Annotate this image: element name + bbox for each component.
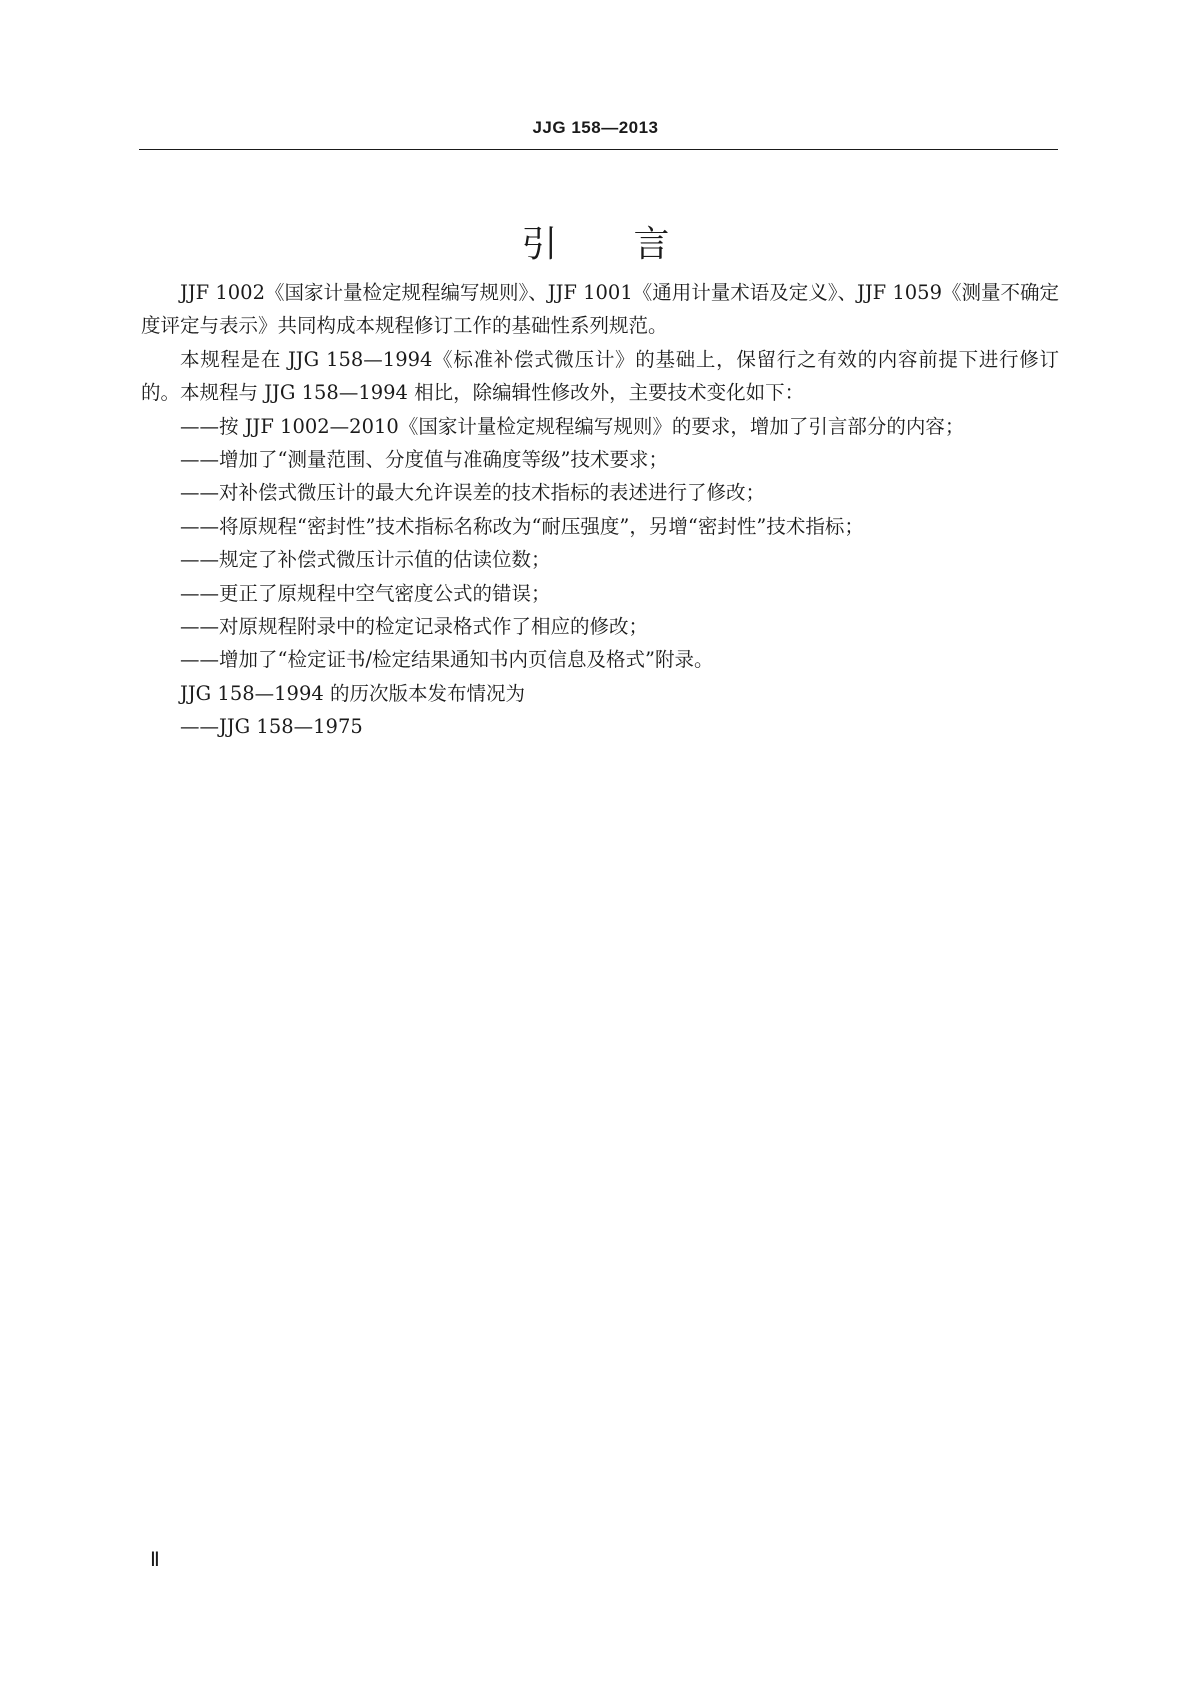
header-rule — [139, 149, 1058, 150]
running-header: JJG 158—2013 — [532, 118, 659, 137]
paragraph-version-history: JJG 158—1994 的历次版本发布情况为 — [180, 681, 525, 705]
change-item: ——增加了“检定证书/检定结果通知书内页信息及格式”附录。 — [180, 648, 714, 672]
page-number: Ⅱ — [150, 1549, 160, 1571]
change-item: ——对补偿式微压计的最大允许误差的技术指标的表述进行了修改； — [180, 481, 766, 505]
change-item: ——规定了补偿式微压计示值的估读位数； — [180, 548, 551, 572]
change-item: ——增加了“测量范围、分度值与准确度等级”技术要求； — [180, 448, 668, 472]
change-item: ——更正了原规程中空气密度公式的错误； — [180, 581, 551, 605]
version-history-item: ——JJG 158—1975 — [180, 715, 363, 739]
paragraph-normative-basis: JJF 1002《国家计量检定规程编写规则》、JJF 1001《通用计量术语及定义》、JJF 1059《测量不确定度评定与表示》共同构成本规程修订工作的基础性系列规范。 — [141, 281, 1059, 338]
section-title: 引言 — [521, 224, 746, 266]
change-item: ——按 JJF 1002—2010《国家计量检定规程编写规则》的要求，增加了引言部分的内容； — [180, 414, 965, 438]
paragraph-revision-intro: 本规程是在 JJG 158—1994《标准补偿式微压计》的基础上，保留行之有效的内容前提下进行修订的。本规程与 JJG 158—1994 相比，除编辑性修改外，主要技术变化如下： — [141, 347, 1059, 405]
body-text — [141, 276, 1059, 744]
change-item: ——对原规程附录中的检定记录格式作了相应的修改； — [180, 615, 649, 639]
change-item: ——将原规程“密封性”技术指标名称改为“耐压强度”，另增“密封性”技术指标； — [180, 514, 864, 538]
